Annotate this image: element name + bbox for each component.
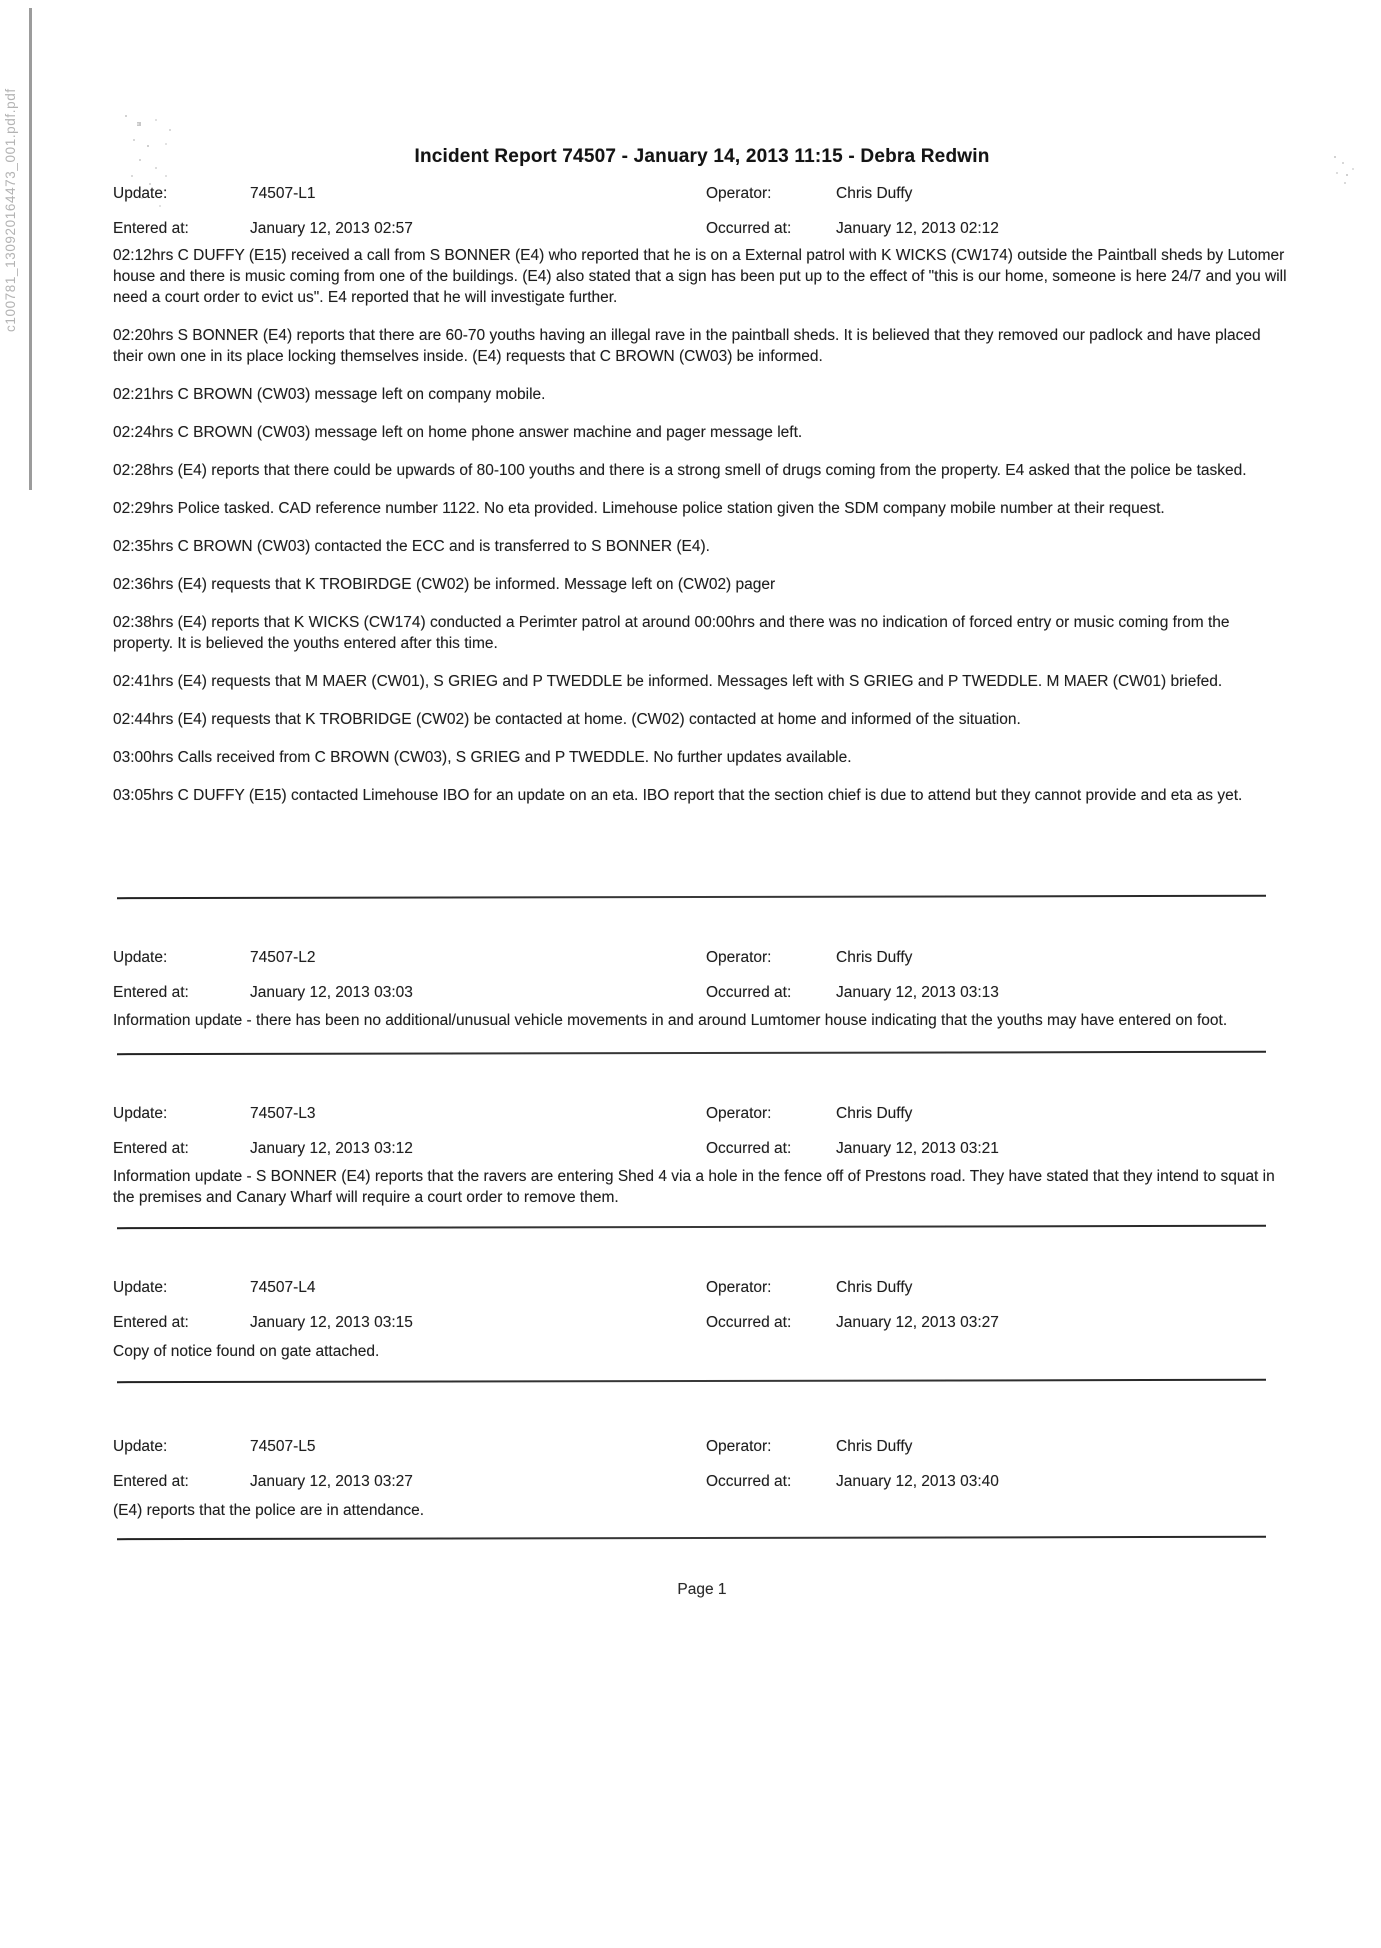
update-label: Update: xyxy=(113,185,168,202)
update-value: 74507-L4 xyxy=(250,1279,316,1296)
occurred-at-label: Occurred at: xyxy=(706,1473,792,1490)
section-divider xyxy=(117,1225,1266,1229)
entered-at-value: January 12, 2013 02:57 xyxy=(250,220,413,237)
entered-at-value: January 12, 2013 03:15 xyxy=(250,1314,413,1331)
occurred-at-label: Occurred at: xyxy=(706,984,792,1001)
page-number: Page 1 xyxy=(677,1581,727,1598)
log-entry: 02:35hrs C BROWN (CW03) contacted the ECC and is transferred to S BONNER (E4). xyxy=(113,538,710,555)
log-entry: Information update - there has been no additional/unusual vehicle movements in and around Lumtomer house indicating that the youths may have entered on foot. xyxy=(113,1012,1228,1029)
update-label: Update: xyxy=(113,1438,168,1455)
log-entry: 02:44hrs (E4) requests that K TROBRIDGE (CW02) be contacted at home. (CW02) contacted at home and informed of the situation. xyxy=(113,711,1021,728)
section-divider xyxy=(117,1536,1266,1540)
entered-at-value: January 12, 2013 03:12 xyxy=(250,1140,413,1157)
page-title: Incident Report 74507 - January 14, 2013 11:15 - Debra Redwin xyxy=(414,146,990,167)
update-label: Update: xyxy=(113,1105,168,1122)
log-entry: 03:05hrs C DUFFY (E15) contacted Limehouse IBO for an update on an eta. IBO report that the section chief is due to attend but they cannot provide and eta as yet. xyxy=(113,787,1243,804)
entered-at-label: Entered at: xyxy=(113,1314,189,1331)
operator-label: Operator: xyxy=(706,1105,772,1122)
operator-value: Chris Duffy xyxy=(836,1438,913,1455)
occurred-at-value: January 12, 2013 02:12 xyxy=(836,220,999,237)
update-value: 74507-L5 xyxy=(250,1438,316,1455)
update-header-l5 xyxy=(113,1438,1291,1494)
section-divider xyxy=(117,1051,1266,1055)
log-entry: Copy of notice found on gate attached. xyxy=(113,1343,380,1360)
update-label: Update: xyxy=(113,949,168,966)
update-header-l3 xyxy=(113,1105,1291,1161)
log-entry: 02:28hrs (E4) reports that there could be upwards of 80-100 youths and there is a strong smell of drugs coming from the property. E4 asked that the police be tasked. xyxy=(113,462,1247,479)
operator-label: Operator: xyxy=(706,1438,772,1455)
entered-at-value: January 12, 2013 03:03 xyxy=(250,984,413,1001)
entered-at-value: January 12, 2013 03:27 xyxy=(250,1473,413,1490)
occurred-at-value: January 12, 2013 03:13 xyxy=(836,984,999,1001)
update-header-l1 xyxy=(113,185,1291,241)
log-entry: 02:36hrs (E4) requests that K TROBIRDGE (CW02) be informed. Message left on (CW02) pager xyxy=(113,576,776,593)
operator-label: Operator: xyxy=(706,185,772,202)
entered-at-label: Entered at: xyxy=(113,984,189,1001)
document-page xyxy=(113,0,1291,1599)
operator-value: Chris Duffy xyxy=(836,949,913,966)
log-entry: (E4) reports that the police are in attendance. xyxy=(113,1502,425,1519)
occurred-at-label: Occurred at: xyxy=(706,1314,792,1331)
log-entry: 02:38hrs (E4) reports that K WICKS (CW174) conducted a Perimter patrol at around 00:00hrs and there was no indication of forced entry or music coming from the property. It is believed the youths entered after this time. xyxy=(113,614,1230,652)
log-entry: 03:00hrs Calls received from C BROWN (CW03), S GRIEG and P TWEDDLE. No further updates available. xyxy=(113,749,852,766)
operator-value: Chris Duffy xyxy=(836,1279,913,1296)
update-value: 74507-L3 xyxy=(250,1105,316,1122)
log-entry: 02:41hrs (E4) requests that M MAER (CW01), S GRIEG and P TWEDDLE be informed. Messages left with S GRIEG and P TWEDDLE. M MAER (CW01) briefed. xyxy=(113,673,1223,690)
operator-label: Operator: xyxy=(706,1279,772,1296)
occurred-at-value: January 12, 2013 03:40 xyxy=(836,1473,999,1490)
log-entry: Information update - S BONNER (E4) reports that the ravers are entering Shed 4 via a hole in the fence off of Prestons road. They have stated that they intend to squat in the premises and Canary Wharf will require a court order to remove them. xyxy=(113,1168,1275,1206)
occurred-at-value: January 12, 2013 03:27 xyxy=(836,1314,999,1331)
entered-at-label: Entered at: xyxy=(113,1140,189,1157)
update-header-l4 xyxy=(113,1279,1291,1335)
entered-at-label: Entered at: xyxy=(113,220,189,237)
occurred-at-value: January 12, 2013 03:21 xyxy=(836,1140,999,1157)
log-entry: 02:12hrs C DUFFY (E15) received a call from S BONNER (E4) who reported that he is on a External patrol with K WICKS (CW174) outside the Paintball sheds by Lutomer house and there is music coming from one of the buildings. (E4) also stated that a sign has been put up to the effect of "this is our home, someone is here 24/7 and you will need a court order to evict us". E4 reported that he will investigate further. xyxy=(113,247,1287,306)
update-label: Update: xyxy=(113,1279,168,1296)
operator-value: Chris Duffy xyxy=(836,185,913,202)
update-value: 74507-L2 xyxy=(250,949,316,966)
scan-filename: c100781_130920164473_001.pdf.pdf xyxy=(3,88,18,332)
scan-gutter-line xyxy=(29,8,32,490)
scan-artifact xyxy=(1334,156,1336,158)
entered-at-label: Entered at: xyxy=(113,1473,189,1490)
log-entry: 02:24hrs C BROWN (CW03) message left on home phone answer machine and pager message left. xyxy=(113,424,803,441)
log-entry: 02:29hrs Police tasked. CAD reference number 1122. No eta provided. Limehouse police station given the SDM company mobile number at their request. xyxy=(113,500,1165,517)
section-divider xyxy=(117,1379,1266,1383)
operator-value: Chris Duffy xyxy=(836,1105,913,1122)
occurred-at-label: Occurred at: xyxy=(706,220,792,237)
log-entry: 02:20hrs S BONNER (E4) reports that there are 60-70 youths having an illegal rave in the paintball sheds. It is believed that they removed our padlock and have placed their own one in its place locking themselves inside. (E4) requests that C BROWN (CW03) be informed. xyxy=(113,327,1261,365)
log-entry: 02:21hrs C BROWN (CW03) message left on company mobile. xyxy=(113,386,546,403)
operator-label: Operator: xyxy=(706,949,772,966)
section-divider xyxy=(117,895,1266,899)
update-value: 74507-L1 xyxy=(250,185,316,202)
update-header-l2 xyxy=(113,949,1291,1005)
occurred-at-label: Occurred at: xyxy=(706,1140,792,1157)
